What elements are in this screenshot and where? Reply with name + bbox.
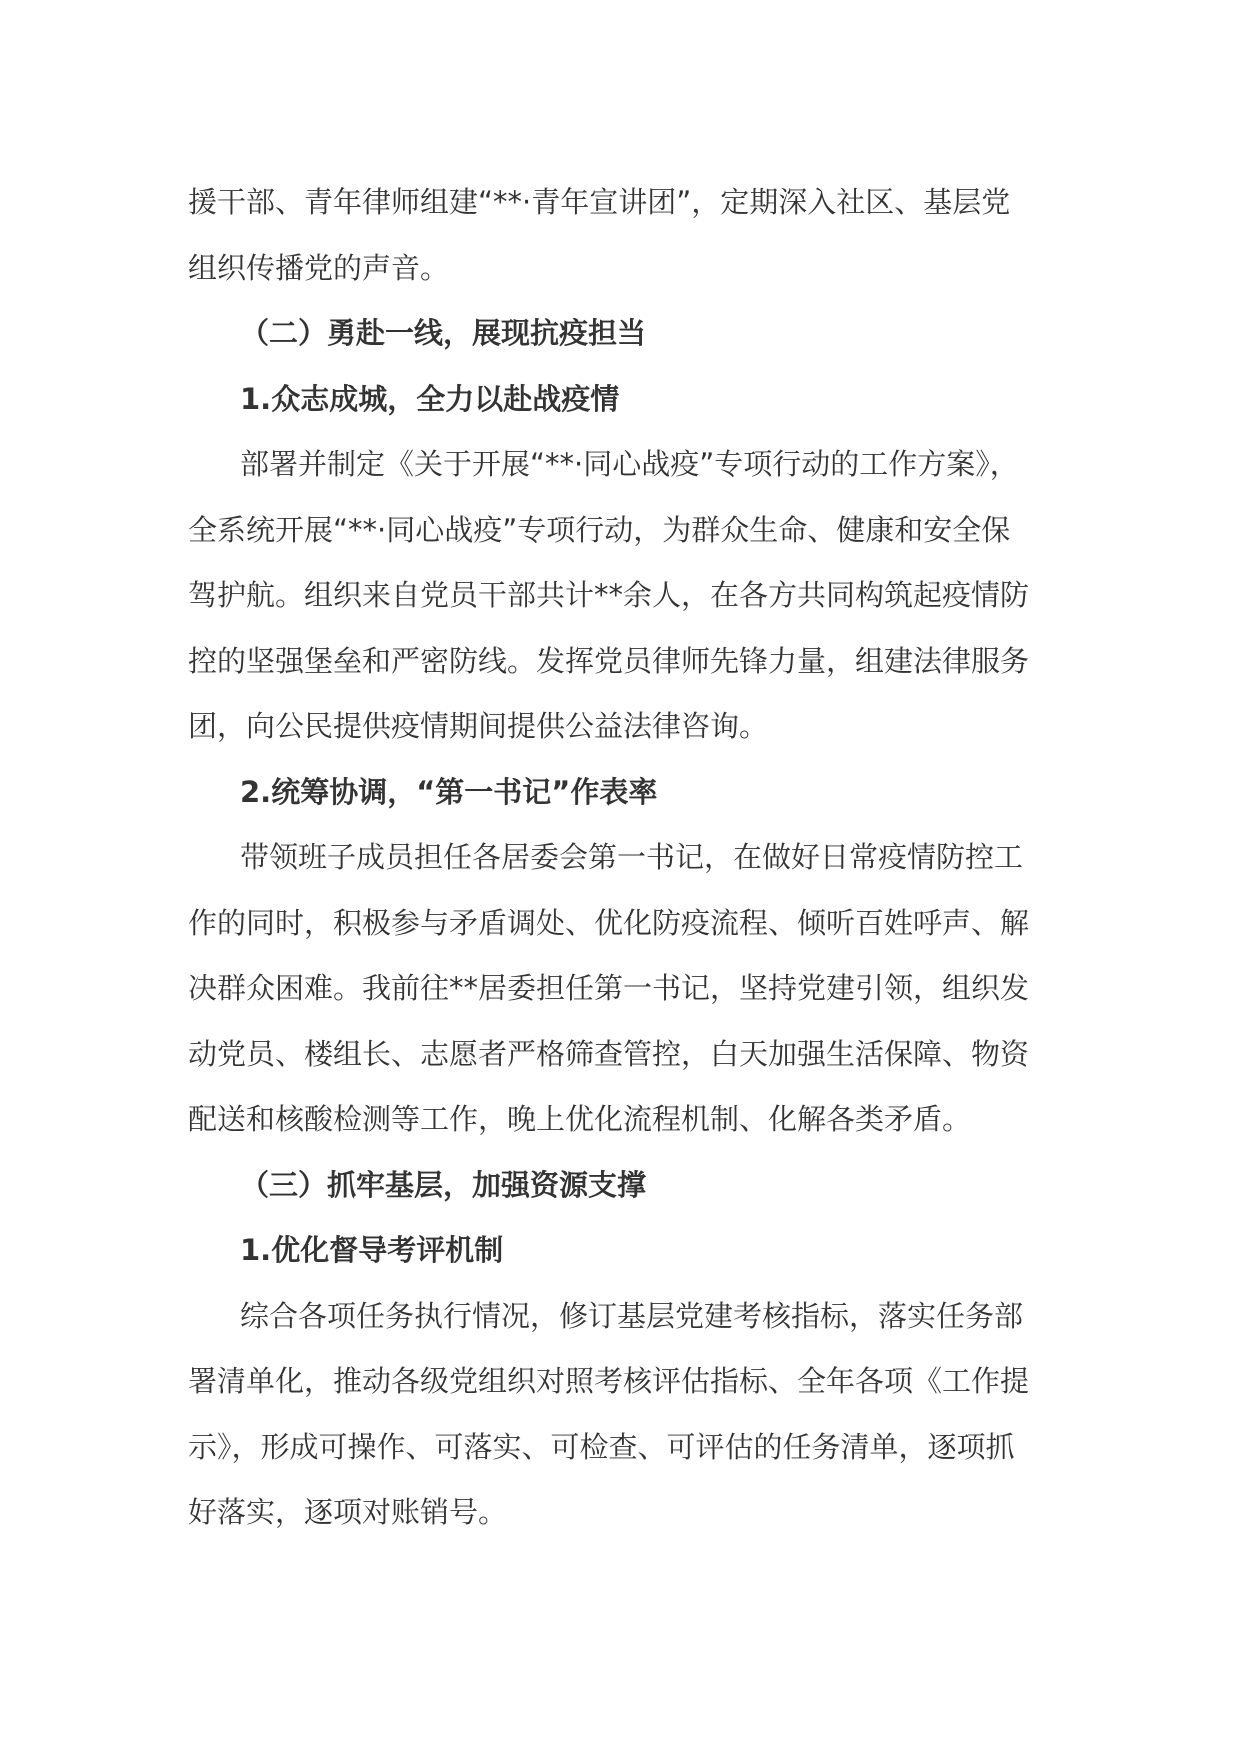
body-line: 动党员、楼组长、志愿者严格筛查管控，白天加强生活保障、物资 [188,1036,1030,1071]
body-line: 团，向公民提供疫情期间提供公益法律咨询。 [188,709,769,743]
paragraph-first-line: 带领班子成员担任各居委会第一书记，在做好日常疫情防控工 [240,840,1024,874]
body-line: 全系统开展“**·同心战疫”专项行动，为群众生命、健康和安全保 [188,512,1011,547]
body-line: 控的坚强堡垒和严密防线。发挥党员律师先锋力量，组建法律服务 [188,643,1030,678]
document-body [188,170,1068,1546]
subsection-heading: 1.众志成城，全力以赴战疫情 [240,381,620,416]
body-line: 作的同时，积极参与矛盾调处、优化防疫流程、倾听百姓呼声、解 [188,905,1030,940]
body-line: 署清单化，推动各级党组织对照考核评估指标、全年各项《工作提 [188,1364,1030,1398]
body-line: 组织传播党的声音。 [188,250,450,285]
subsection-heading: 1.优化督导考评机制 [240,1233,504,1267]
body-line: 驾护航。组织来自党员干部共计**余人，在各方共同构筑起疫情防 [188,578,1030,612]
body-line: 援干部、青年律师组建“**·青年宣讲团”，定期深入社区、基层党 [188,185,1011,219]
paragraph-first-line: 综合各项任务执行情况，修订基层党建考核指标，落实任务部 [240,1298,1024,1333]
section-heading: （三）抓牢基层，加强资源支撑 [240,1167,647,1202]
paragraph-first-line: 部署并制定《关于开展“**·同心战疫”专项行动的工作方案》， [240,447,1019,481]
subsection-heading: 2.统筹协调，“第一书记”作表率 [240,774,658,809]
body-line: 配送和核酸检测等工作，晚上优化流程机制、化解各类矛盾。 [188,1102,972,1136]
section-heading: （二）勇赴一线，展现抗疫担当 [240,316,647,350]
body-line: 示》，形成可操作、可落实、可检查、可评估的任务清单，逐项抓 [188,1429,1015,1464]
body-line: 决群众困难。我前往**居委担任第一书记，坚持党建引领，组织发 [188,971,1030,1005]
body-line: 好落实，逐项对账销号。 [188,1495,508,1529]
